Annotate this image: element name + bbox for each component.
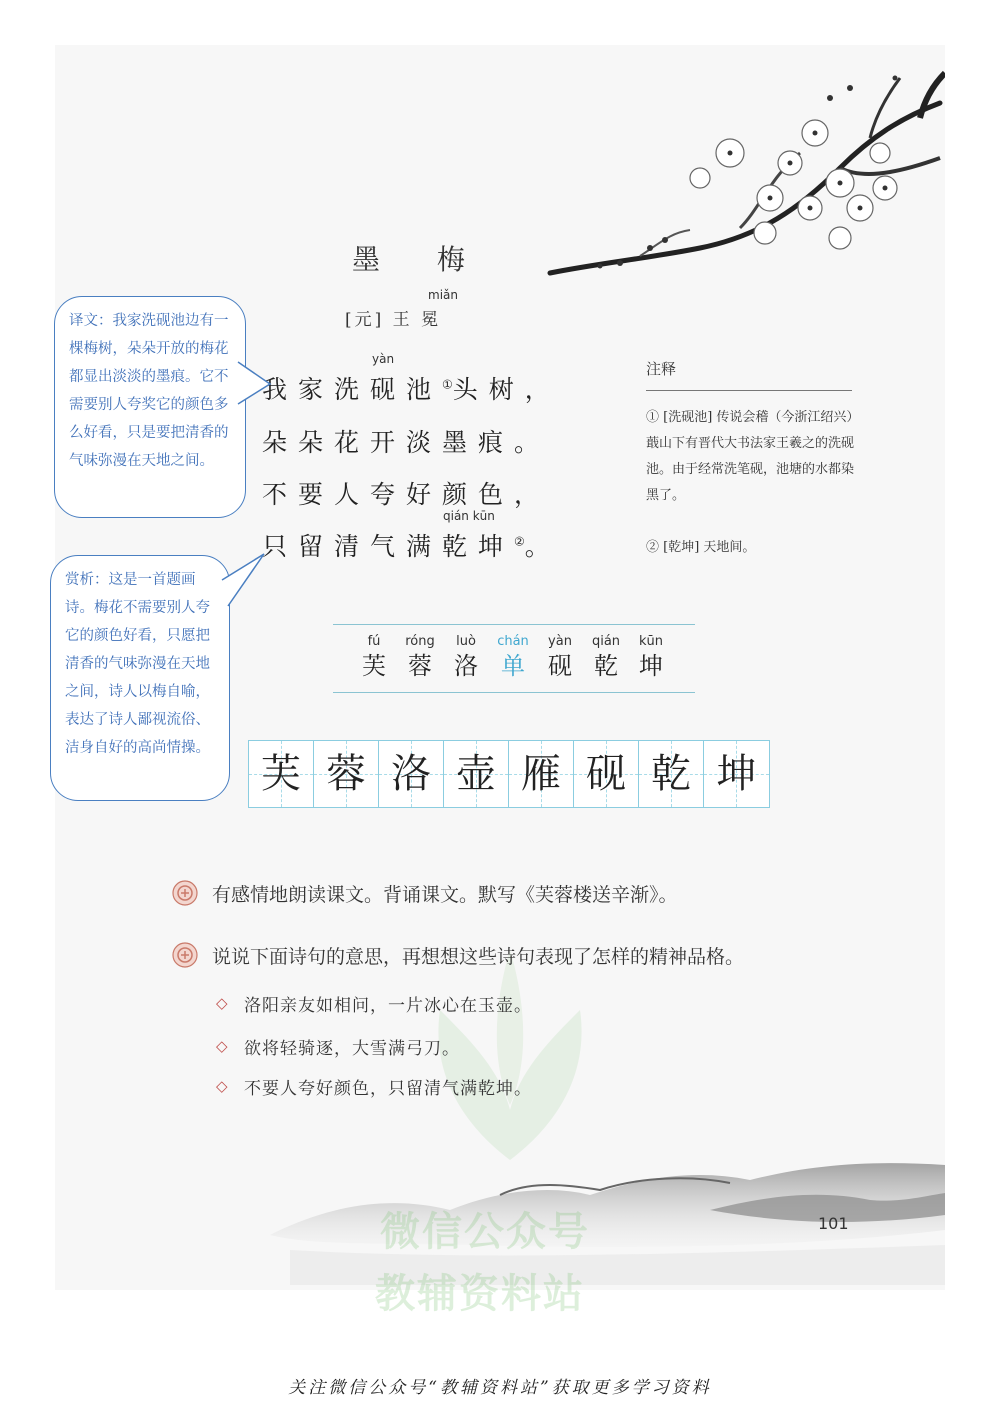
note-item-1: ① [洗砚池] 传说会稽（今浙江绍兴）蕺山下有晋代大书法家王羲之的洗砚池。由于经常洗笔砚，池塘的水都染黑了。 bbox=[646, 410, 855, 503]
plum-blossom-painting bbox=[540, 58, 945, 288]
vocab-word: yàn 砚 bbox=[548, 634, 572, 680]
poem-line-2: 朵朵花开淡墨痕。 bbox=[262, 428, 551, 457]
writing-cell: 洛 bbox=[379, 741, 444, 807]
exercise-seal-icon bbox=[172, 880, 198, 906]
vocab-word-highlighted: chán 单 bbox=[497, 634, 529, 680]
writing-cell: 坤 bbox=[704, 741, 769, 807]
exercise-seal-icon bbox=[172, 942, 198, 968]
poem-line-1: 我家洗砚池①头树， bbox=[262, 375, 561, 404]
diamond-bullet-icon: ◇ bbox=[216, 994, 228, 1012]
notes-title: 注释 bbox=[646, 360, 677, 378]
poem-title: 墨 梅 bbox=[352, 243, 489, 276]
writing-cell: 乾 bbox=[639, 741, 704, 807]
vocab-word: luò 洛 bbox=[454, 634, 478, 680]
watermark-text-2: 教辅资料站 bbox=[375, 1271, 585, 1317]
vocab-top-rule bbox=[333, 624, 695, 625]
writing-cell: 雁 bbox=[509, 741, 574, 807]
translation-bubble: 译文：我家洗砚池边有一棵梅树，朵朵开放的梅花都显出淡淡的墨痕。它不需要别人夸奖它的颜色多么好看，只是要把清香的气味弥漫在天地之间。 bbox=[54, 296, 246, 518]
exercise-1: 有感情地朗读课文。背诵课文。默写《芙蓉楼送辛渐》。 bbox=[212, 884, 678, 906]
translation-bubble-tail bbox=[236, 360, 276, 410]
sub-item-1: 洛阳亲友如相问，一片冰心在玉壶。 bbox=[244, 996, 532, 1016]
diamond-bullet-icon: ◇ bbox=[216, 1037, 228, 1055]
pinyin-yan: yàn bbox=[372, 352, 395, 366]
page-number: 101 bbox=[818, 1214, 849, 1233]
author-pinyin: miǎn bbox=[428, 288, 458, 302]
vocab-bottom-rule bbox=[333, 692, 695, 693]
note-item-2: ② [乾坤] 天地间。 bbox=[646, 540, 756, 555]
writing-cell: 芙 bbox=[249, 741, 314, 807]
footer-note: 关注微信公众号“教辅资料站”获取更多学习资料 bbox=[288, 1378, 712, 1398]
vocab-word: kūn 坤 bbox=[638, 634, 663, 680]
exercise-2: 说说下面诗句的意思，再想想这些诗句表现了怎样的精神品格。 bbox=[212, 946, 745, 968]
watermark-text-1: 微信公众号 bbox=[380, 1209, 590, 1255]
sub-item-3: 不要人夸好颜色，只留清气满乾坤。 bbox=[244, 1079, 532, 1099]
vocab-word: fú 芙 bbox=[362, 634, 386, 680]
poem-line-4: 只留清气满乾坤②。 bbox=[262, 532, 561, 561]
writing-cell: 蓉 bbox=[314, 741, 379, 807]
writing-cell: 砚 bbox=[574, 741, 639, 807]
writing-grid bbox=[248, 740, 770, 808]
writing-cell: 壶 bbox=[444, 741, 509, 807]
poem-line-3: 不要人夸好颜色， bbox=[262, 480, 551, 509]
appreciation-bubble-tail bbox=[220, 550, 270, 610]
sub-item-2: 欲将轻骑逐，大雪满弓刀。 bbox=[244, 1039, 460, 1059]
vocab-word: róng 蓉 bbox=[405, 634, 435, 680]
poem-author: [元] 王 冕 bbox=[345, 310, 442, 330]
pinyin-qiankun: qián kūn bbox=[443, 509, 495, 523]
notes-divider bbox=[646, 390, 852, 391]
diamond-bullet-icon: ◇ bbox=[216, 1077, 228, 1095]
appreciation-bubble: 赏析：这是一首题画诗。梅花不需要别人夸它的颜色好看，只愿把清香的气味弥漫在天地之间，诗人以梅自喻，表达了诗人鄙视流俗、洁身自好的高尚情操。 bbox=[50, 555, 230, 801]
vocab-word: qián 乾 bbox=[591, 634, 621, 680]
